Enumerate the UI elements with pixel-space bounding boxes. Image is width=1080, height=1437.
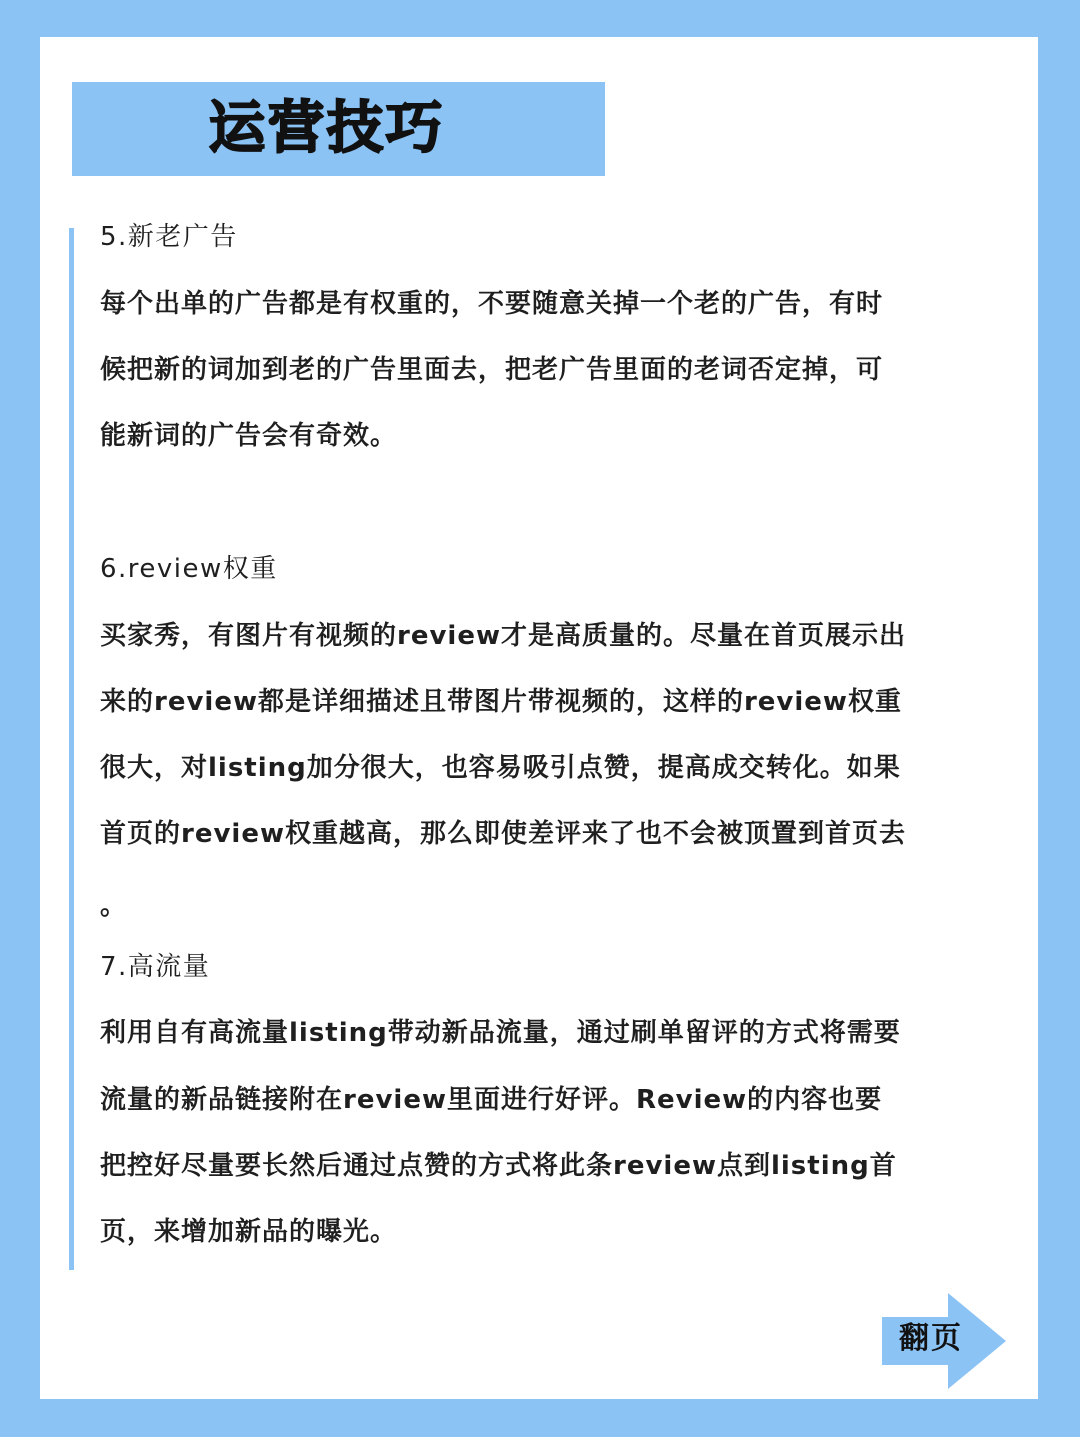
- section-6-line-2: 来的review都是详细描述且带图片带视频的，这样的review权重: [100, 687, 902, 717]
- section-5-line-1: 每个出单的广告都是有权重的，不要随意关掉一个老的广告，有时: [100, 289, 884, 319]
- section-6-line-3: 很大，对listing加分很大，也容易吸引点赞，提高成交转化。如果: [100, 753, 901, 783]
- section-7-line-2: 流量的新品链接附在review里面进行好评。Review的内容也要: [100, 1085, 883, 1115]
- next-page-button[interactable]: [882, 1293, 1008, 1389]
- section-heading-5: 5.新老广告: [100, 222, 238, 252]
- section-7-line-4: 页，来增加新品的曝光。: [100, 1217, 398, 1247]
- section-7-line-1: 利用自有高流量listing带动新品流量，通过刷单留评的方式将需要: [100, 1018, 901, 1048]
- section-5-line-2: 候把新的词加到老的广告里面去，把老广告里面的老词否定掉，可: [100, 355, 884, 385]
- left-accent-rule: [69, 228, 74, 1270]
- section-7-line-3: 把控好尽量要长然后通过点赞的方式将此条review点到listing首: [100, 1151, 897, 1181]
- section-6-line-5: 。: [100, 891, 128, 921]
- section-heading-7: 7.高流量: [100, 952, 211, 982]
- page-title: 运营技巧: [209, 96, 445, 161]
- next-page-label: 翻页: [899, 1321, 963, 1356]
- section-5-line-3: 能新词的广告会有奇效。: [100, 421, 398, 451]
- section-heading-6: 6.review权重: [100, 554, 278, 584]
- section-6-line-4: 首页的review权重越高，那么即使差评来了也不会被顶置到首页去: [100, 819, 906, 849]
- section-6-line-1: 买家秀，有图片有视频的review才是高质量的。尽量在首页展示出: [100, 621, 906, 651]
- title-banner: [72, 82, 605, 176]
